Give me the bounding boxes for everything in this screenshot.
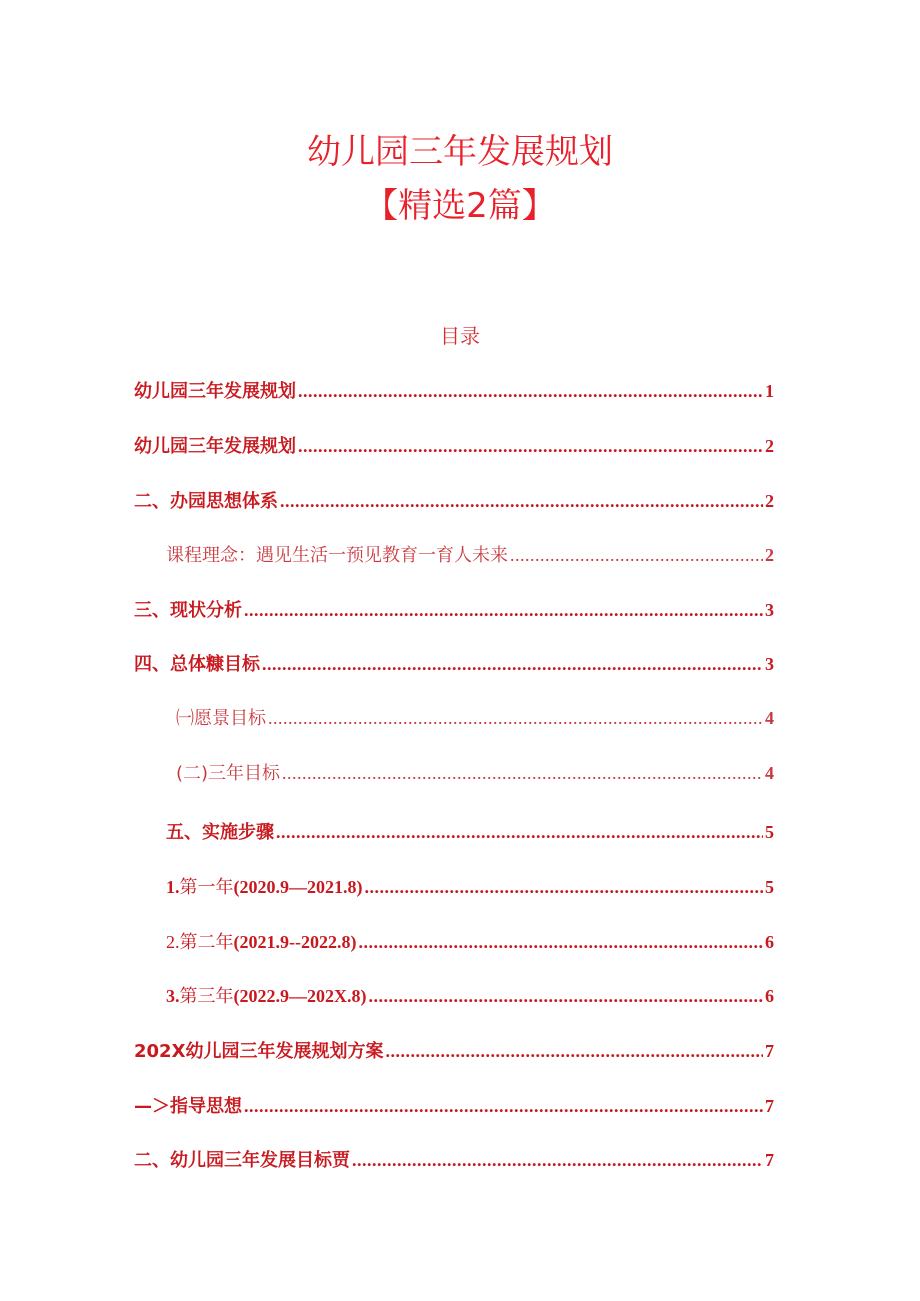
toc-entry-page: 2 xyxy=(765,491,774,511)
toc-entry-page: 1 xyxy=(765,381,774,401)
toc-entry-page: 5 xyxy=(765,822,774,842)
toc-entry[interactable] xyxy=(134,650,774,678)
toc-entry[interactable] xyxy=(166,541,774,569)
toc-entry-title: ㈠愿景目标 xyxy=(176,708,266,729)
toc-entry[interactable] xyxy=(134,487,774,515)
toc-entry[interactable] xyxy=(134,432,774,460)
toc-entry-title: 二、幼儿园三年发展目标贾 xyxy=(134,1150,350,1171)
toc-entry-page: 4 xyxy=(765,708,774,728)
toc-leader xyxy=(268,704,763,732)
toc-entry-title: (二)三年目标 xyxy=(176,763,281,784)
toc-leader xyxy=(385,1037,763,1065)
toc-entry-number: 2. xyxy=(166,932,180,952)
toc-leader xyxy=(365,873,764,901)
toc-entry[interactable] xyxy=(166,818,774,846)
toc-entry[interactable] xyxy=(166,928,774,956)
toc-leader xyxy=(352,1146,763,1174)
toc-entry-date-range: (2020.9—2021.8) xyxy=(233,877,363,897)
toc-leader xyxy=(262,650,763,678)
toc-leader xyxy=(244,1092,763,1120)
toc-leader xyxy=(282,759,763,787)
toc-entry-number: 3. xyxy=(166,986,180,1006)
toc-entry-page: 6 xyxy=(765,932,774,952)
toc-entry[interactable] xyxy=(166,873,774,901)
toc-entry[interactable] xyxy=(134,596,774,624)
toc-entry-page: 4 xyxy=(765,763,774,783)
toc-entry-title: 幼儿园三年发展规划 xyxy=(134,436,296,457)
toc-entry-page: 3 xyxy=(765,654,774,674)
toc-entry-page: 2 xyxy=(765,436,774,456)
toc-entry-title: 幼儿园三年发展规划 xyxy=(134,381,296,402)
toc-entry-label: 第一年 xyxy=(179,877,234,898)
toc-entry-title: 202X幼儿园三年发展规划方案 xyxy=(134,1041,384,1062)
toc-leader xyxy=(298,432,763,460)
toc-entry[interactable] xyxy=(134,1092,774,1120)
toc-entry-date-range: (2022.9—202X.8) xyxy=(233,986,367,1006)
toc-entry-title: 课程理念：遇见生活一预见教育一育人未来 xyxy=(166,545,508,566)
toc-leader xyxy=(244,596,763,624)
toc-heading: 目录 xyxy=(440,324,480,348)
toc-entry-page: 2 xyxy=(765,545,774,565)
toc-entry[interactable] xyxy=(176,759,774,787)
toc-entry-number: 1. xyxy=(166,877,180,897)
toc-entry-label: 第二年 xyxy=(179,932,234,953)
toc-entry-title xyxy=(166,982,367,1011)
toc-entry-title: 二、办园思想体系 xyxy=(134,491,278,512)
toc-entry[interactable] xyxy=(134,1146,774,1174)
document-title: 幼儿园三年发展规划 xyxy=(307,132,613,172)
toc-entry-title: 四、总体糠目标 xyxy=(134,654,260,675)
toc-entry[interactable] xyxy=(134,1037,774,1065)
toc-entry-title: —＞指导思想 xyxy=(134,1096,242,1117)
toc-entry-label: 第三年 xyxy=(179,986,234,1007)
toc-entry-page: 7 xyxy=(765,1150,774,1170)
toc-entry-title xyxy=(166,873,363,902)
document-subtitle: 【精选2篇】 xyxy=(364,186,556,226)
toc-entry-page: 7 xyxy=(765,1096,774,1116)
toc-entry-date-range: (2021.9--2022.8) xyxy=(233,932,357,952)
toc-entry[interactable] xyxy=(176,704,774,732)
toc-leader xyxy=(510,541,763,569)
toc-leader xyxy=(298,377,763,405)
toc-leader xyxy=(369,982,764,1010)
toc-entry-title xyxy=(166,928,356,957)
toc-leader xyxy=(280,487,763,515)
toc-entry-page: 5 xyxy=(765,877,774,897)
toc-entry-page: 6 xyxy=(765,986,774,1006)
toc-entry-page: 7 xyxy=(765,1041,774,1061)
toc-entry-title: 五、实施步骤 xyxy=(166,822,274,843)
toc-entry[interactable] xyxy=(166,982,774,1010)
toc-entry-page: 3 xyxy=(765,600,774,620)
toc-leader xyxy=(276,818,763,846)
toc-entry[interactable] xyxy=(134,377,774,405)
toc-entry-title: 三、现状分析 xyxy=(134,600,242,621)
toc-leader xyxy=(358,928,763,956)
